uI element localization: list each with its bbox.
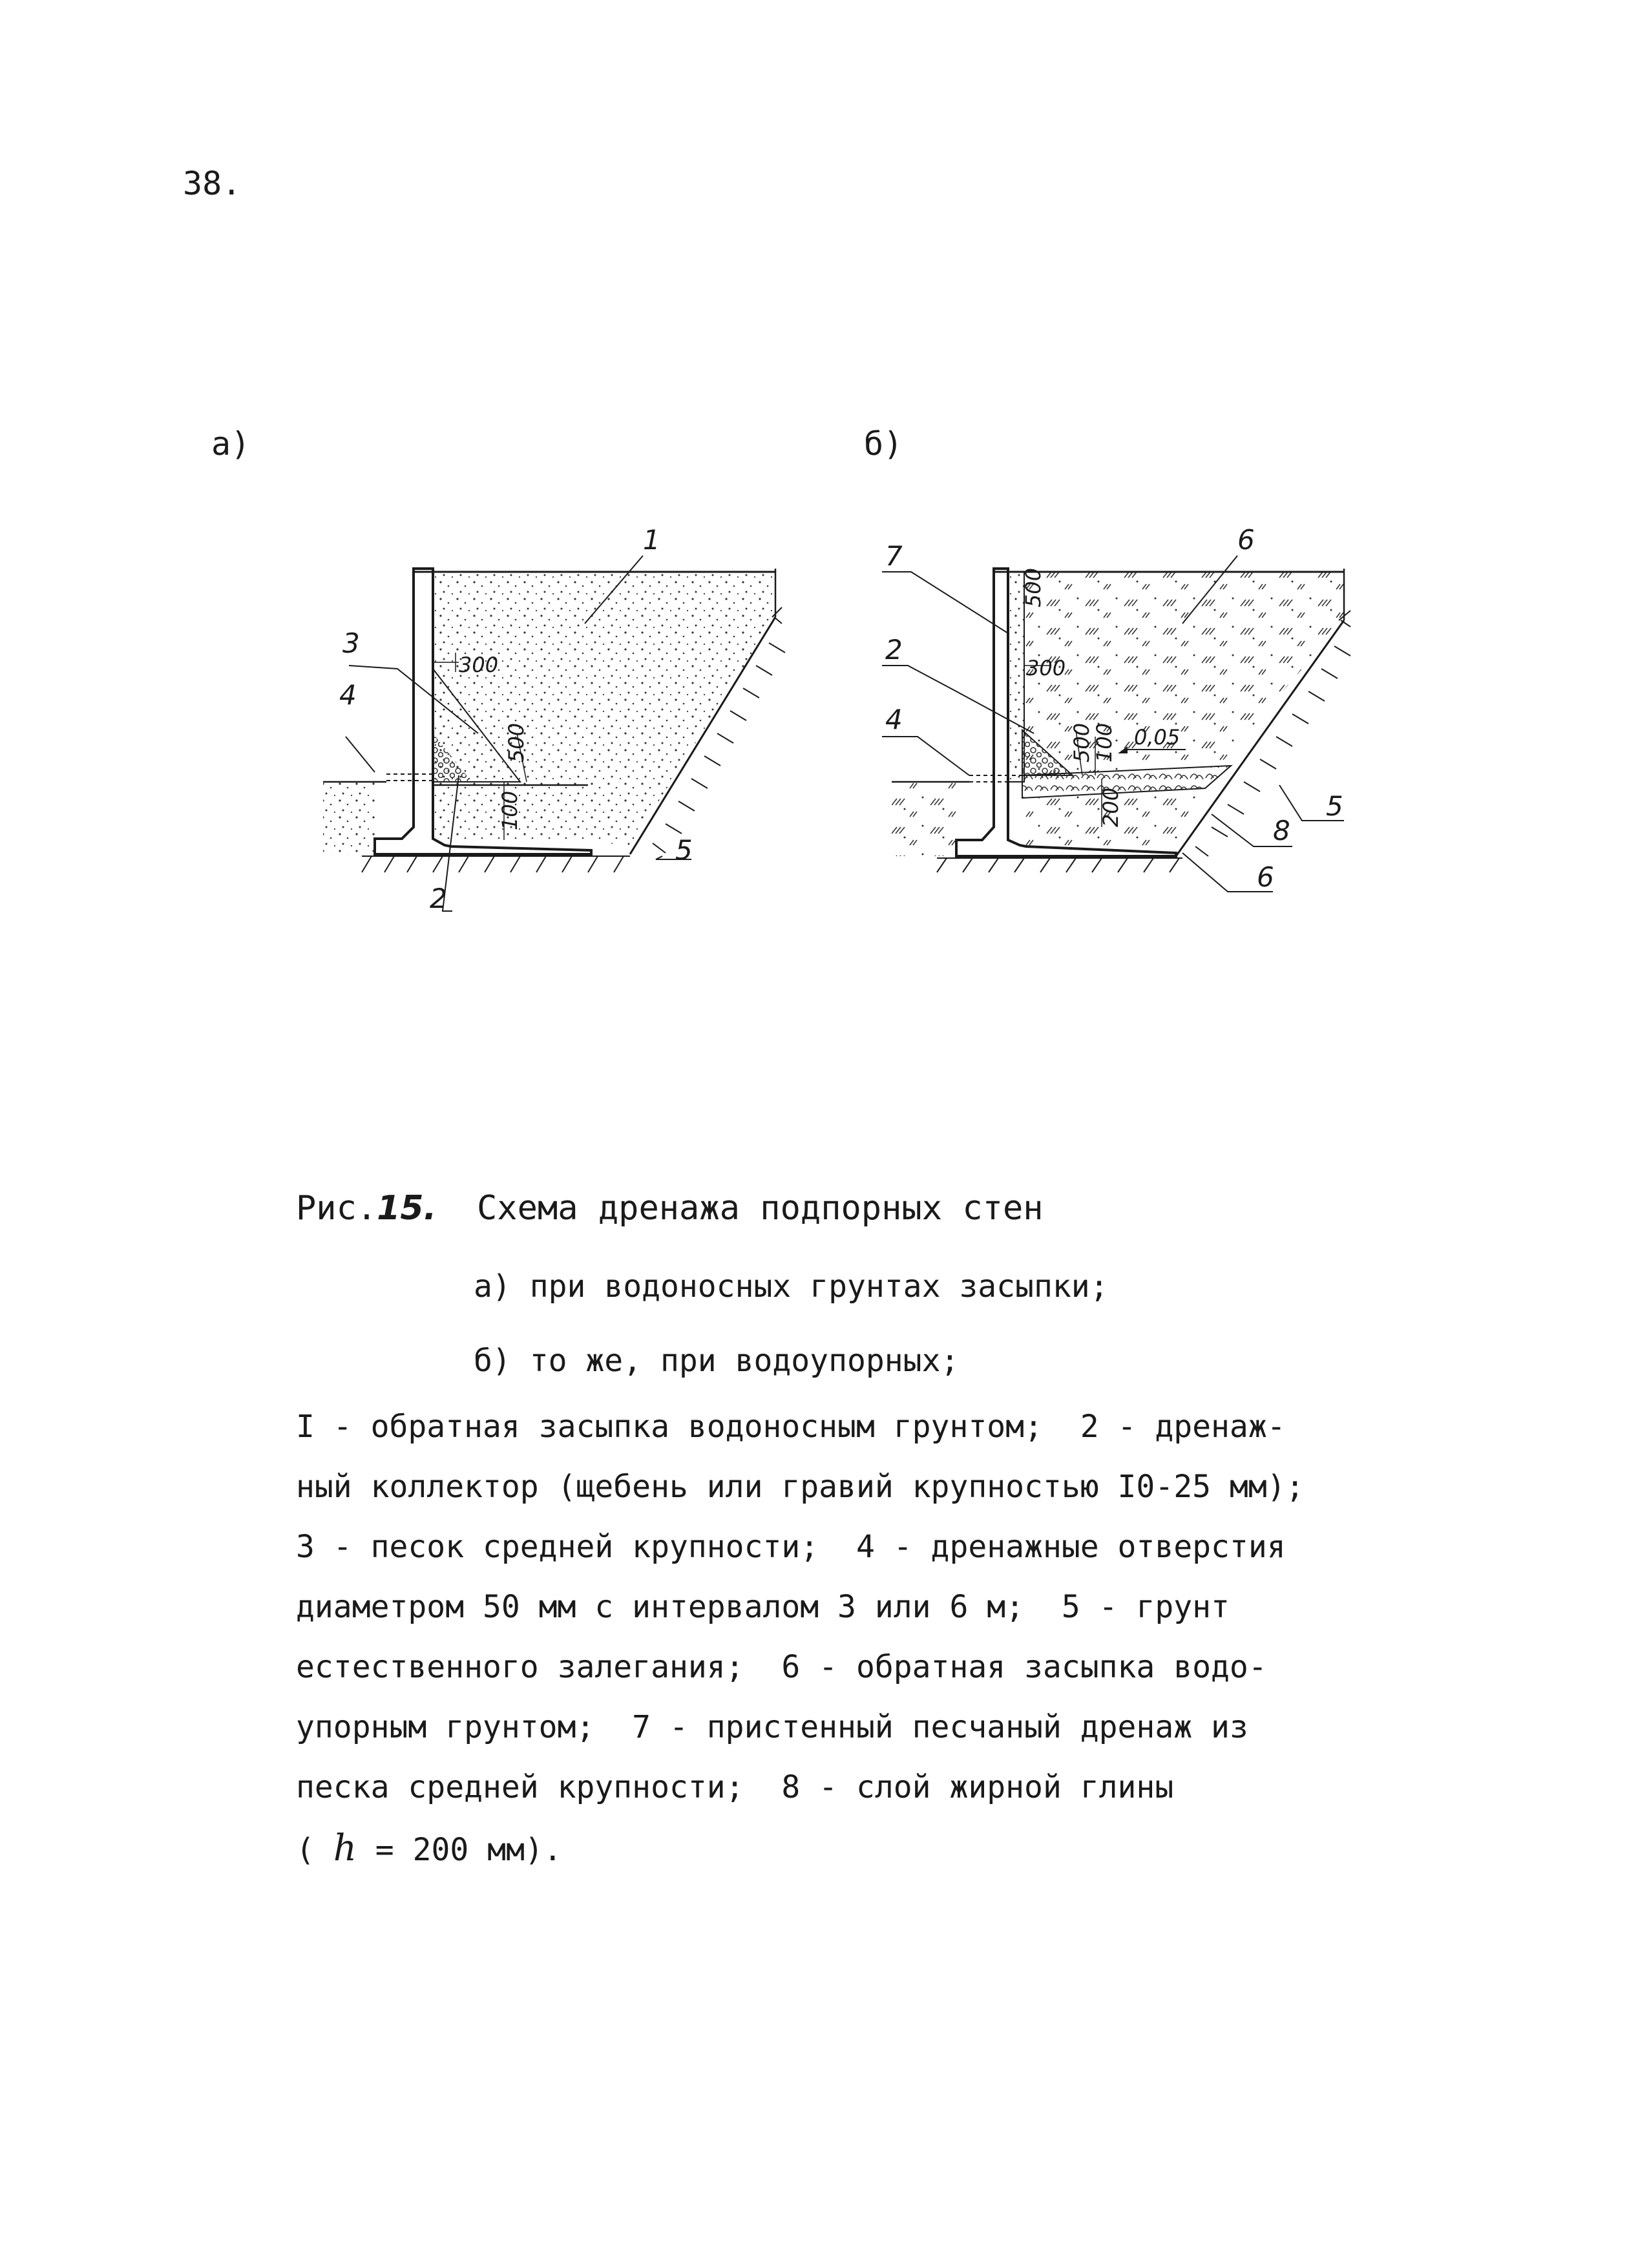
dim-500-top-b: 500 bbox=[1021, 567, 1045, 607]
natural-ground-left bbox=[323, 782, 375, 854]
legend-last-line bbox=[296, 1827, 562, 1869]
dim-300-a: 300 bbox=[459, 653, 499, 677]
caption-subtitle-b: б) то же, при водоупорных; bbox=[474, 1343, 960, 1379]
figure-caption-title bbox=[296, 1189, 1044, 1228]
legend-h-symbol: h bbox=[333, 1827, 357, 1869]
legend-line: естественного залегания; 6 - обратная засыпка водо- bbox=[296, 1649, 1267, 1685]
callout-2-a: 2 bbox=[430, 883, 447, 914]
callout-2-b: 2 bbox=[885, 634, 903, 666]
callout-6-bottom-b: 6 bbox=[1257, 861, 1274, 893]
caption-title-text: Схема дренажа подпорных стен bbox=[476, 1189, 1044, 1228]
natural-ground-left bbox=[892, 782, 956, 856]
slope-label-b: 0,05 bbox=[1134, 725, 1181, 750]
legend-line: песка средней крупности; 8 - слой жирной глины bbox=[296, 1769, 1174, 1805]
legend-line: ный коллектор (щебень или гравий крупностью I0-25 мм); bbox=[296, 1469, 1305, 1505]
legend-line: диаметром 50 мм с интервалом 3 или 6 м; 5 - грунт bbox=[296, 1589, 1230, 1625]
figure-a-label: а) bbox=[211, 425, 251, 463]
legend-line: I - обратная засыпка водоносным грунтом; 2 - дренаж- bbox=[296, 1409, 1286, 1445]
page-number: 38. bbox=[183, 165, 242, 202]
figure-b-diagram bbox=[879, 478, 1422, 930]
callout-6-top-b: 6 bbox=[1237, 524, 1255, 556]
caption-prefix: Рис. bbox=[296, 1189, 377, 1228]
callout-4-b: 4 bbox=[885, 704, 903, 735]
callout-3-a: 3 bbox=[342, 627, 360, 659]
dim-100-a: 100 bbox=[498, 790, 522, 830]
callout-5-b: 5 bbox=[1326, 790, 1343, 822]
dim-300-b: 300 bbox=[1026, 656, 1066, 680]
callout-1-a: 1 bbox=[643, 524, 660, 556]
legend-h-value: = 200 мм). bbox=[356, 1832, 562, 1868]
callout-8-b: 8 bbox=[1273, 815, 1290, 846]
dim-500-a: 500 bbox=[504, 722, 529, 762]
callout-4-a: 4 bbox=[339, 679, 357, 711]
dim-200-b: 200 bbox=[1098, 787, 1123, 827]
callout-5-a: 5 bbox=[675, 834, 693, 866]
legend-line: упорным грунтом; 7 - пристенный песчаный дренаж из bbox=[296, 1709, 1248, 1745]
backfill-region bbox=[426, 572, 775, 846]
legend-line: 3 - песок средней крупности; 4 - дренажные отверстия bbox=[296, 1529, 1286, 1565]
legend-paren-open: ( bbox=[296, 1832, 315, 1868]
figure-b-label: б) bbox=[864, 425, 903, 463]
dim-500-b: 500 bbox=[1069, 722, 1094, 762]
callout-7-b: 7 bbox=[885, 540, 903, 572]
caption-subtitle-a: а) при водоносных грунтах засыпки; bbox=[474, 1268, 1109, 1305]
caption-number: 15. bbox=[377, 1189, 437, 1228]
dim-100-b: 100 bbox=[1092, 722, 1117, 762]
figure-a-diagram bbox=[304, 478, 808, 930]
